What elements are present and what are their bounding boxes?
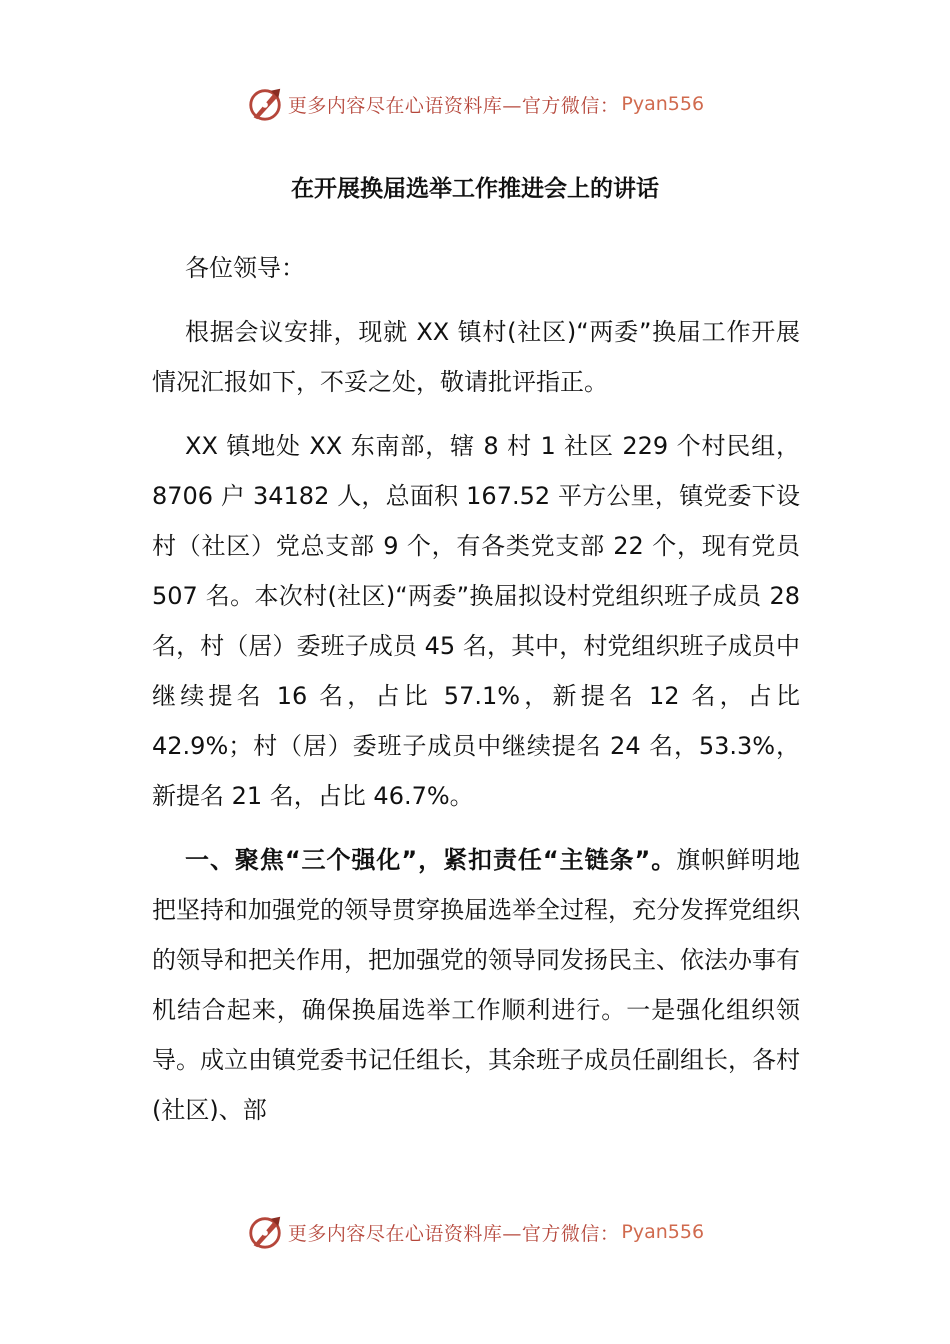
watermark-text: 更多内容尽在心语资料库—官方微信：: [287, 94, 620, 117]
document-title: 在开展换届选举工作推进会上的讲话: [291, 176, 659, 202]
watermark-header: [0, 82, 950, 126]
paragraph-overview: XX 镇地处 XX 东南部，辖 8 村 1 社区 229 个村民组，8706 户 34182 人，总面积 167.52 平方公里，镇党委下设村（社区）党总支部 9 个，有各类党支部 22 个，现有党员 507 名。本次村(社区)“两委”换届拟设村党组织班子成员 28 名，村（居）委班子成员 45 名，其中，村党组织班子成员中继续提名 16 名，占比 57.1%，新提名 12 名，占比 42.9%；村（居）委班子成员中继续提名 24 名，53.3%，新提名 21 名，占比 46.7%。: [152, 432, 800, 810]
section-1-body: 旗帜鲜明地把坚持和加强党的领导贯穿换届选举全过程，充分发挥党组织的领导和把关作用，把加强党的领导同发扬民主、依法办事有机结合起来，确保换届选举工作顺利进行。一是强化组织领导。成立由镇党委书记任组长，其余班子成员任副组长，各村(社区)、部: [152, 846, 801, 1124]
watermark-wechat-id: Pyan556: [621, 1221, 705, 1243]
pen-nib-circle-icon: [246, 1213, 284, 1251]
paragraph-intro: 根据会议安排，现就 XX 镇村(社区)“两委”换届工作开展情况汇报如下，不妥之处，敬请批评指正。: [152, 318, 800, 396]
greeting: 各位领导：: [185, 254, 305, 282]
watermark-wechat-id: Pyan556: [621, 93, 705, 115]
section-1-paragraph: [152, 835, 800, 1135]
document-body: [152, 243, 800, 1149]
section-1-heading: 一、聚焦“三个强化”，紧扣责任“主链条”。: [185, 846, 677, 874]
pen-nib-circle-icon: [246, 85, 284, 123]
watermark-footer: [0, 1210, 950, 1254]
watermark-text: 更多内容尽在心语资料库—官方微信：: [287, 1222, 620, 1245]
